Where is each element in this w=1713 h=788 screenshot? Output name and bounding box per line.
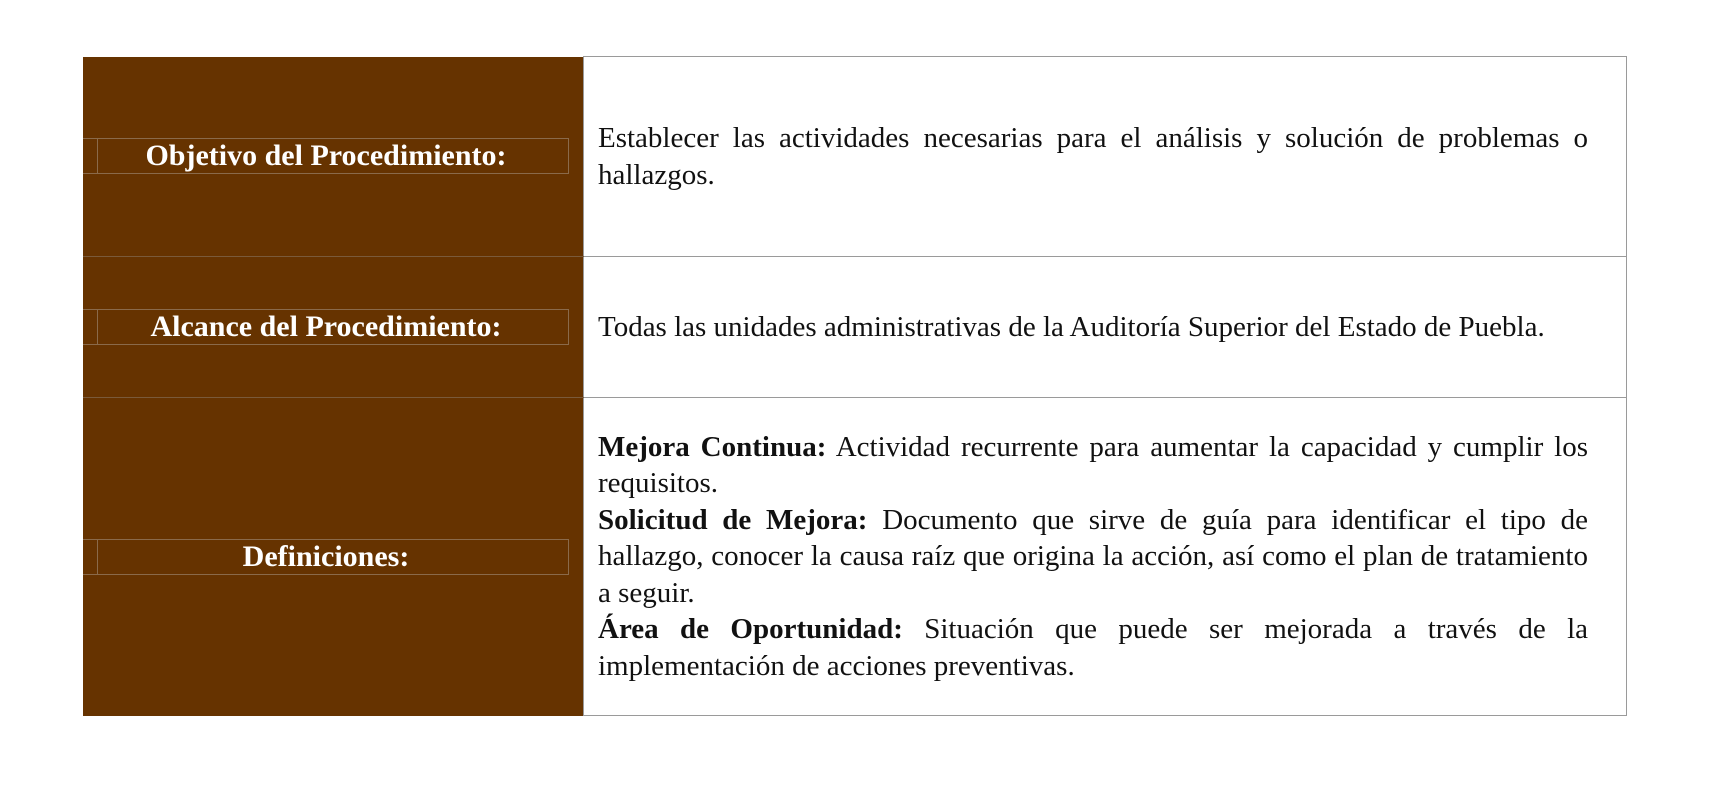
objective-label-cell [83, 57, 584, 257]
scope-text: Todas las unidades administrativas de la Auditoría Superior del Estado de Puebla. [598, 310, 1545, 343]
objective-label: Objetivo del Procedimiento: [83, 138, 569, 174]
definition-item [598, 502, 1588, 612]
definition-item [598, 611, 1588, 684]
scope-label-cell [83, 257, 584, 398]
objective-content-cell [584, 57, 1627, 257]
table-row-definitions [83, 398, 1627, 716]
definition-text: Actividad recurrente para aumentar la capacidad y cumplir los requisitos. [598, 430, 1588, 500]
definition-term: Área de Oportunidad: [598, 613, 903, 646]
definition-text: Situación que puede ser mejorada a través de la implementación de acciones preventivas. [598, 613, 1588, 682]
definitions-label-cell [83, 398, 584, 716]
definitions-content-cell [584, 398, 1627, 716]
definition-term: Mejora Continua: [598, 430, 827, 463]
scope-content-cell [584, 257, 1627, 398]
table-row-scope [83, 257, 1627, 398]
definition-term: Solicitud de Mejora: [598, 503, 868, 536]
scope-label: Alcance del Procedimiento: [83, 309, 569, 345]
objective-text: Establecer las actividades necesarias para el análisis y solución de problemas o hallazgos. [598, 122, 1588, 191]
definition-item [598, 429, 1588, 502]
definitions-label: Definiciones: [83, 539, 569, 575]
table-row-objective [83, 57, 1627, 257]
procedure-info-table [83, 56, 1627, 716]
definition-text: Documento que sirve de guía para identificar el tipo de hallazgo, conocer la causa raíz que origina la acción, así como el plan de tratamiento a seguir. [598, 503, 1588, 609]
